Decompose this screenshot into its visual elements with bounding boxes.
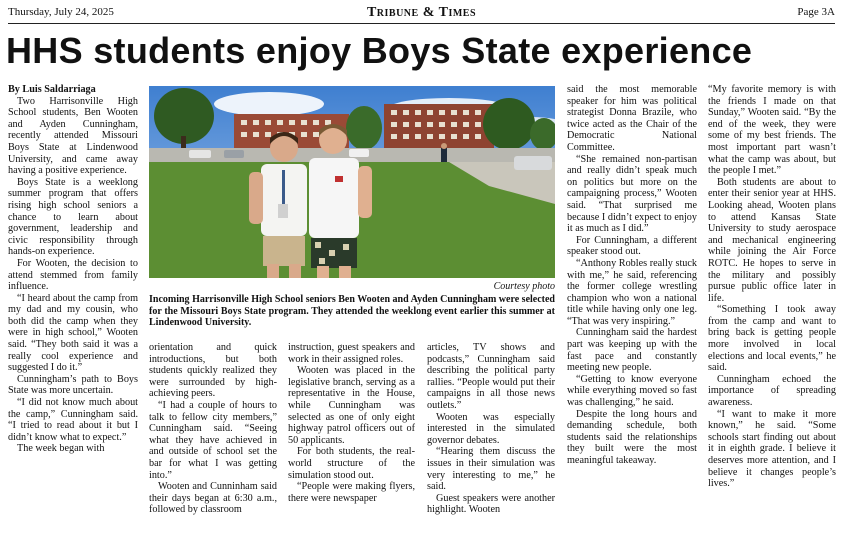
article-paragraph: said the most memorable speaker for him was political strategist Donna Brazile, who twice acted as the Chair of the Democratic National Committee. (567, 84, 697, 153)
article-paragraph: “Hearing them discuss the issues in their simulation was very interesting to me,” he said. (427, 446, 555, 493)
article-paragraph: For Wooten, the decision to attend stemmed from family influence. (8, 257, 138, 293)
article-paragraph: “People were making flyers, there were newspaper (288, 481, 415, 504)
photo-credit: Courtesy photo (493, 281, 555, 292)
column-3 (288, 342, 415, 504)
headline: HHS students enjoy Boys State experience (6, 30, 753, 71)
header-rule (8, 23, 835, 24)
byline: By Luis Saldarriaga (8, 84, 96, 95)
article-paragraph: Cunningham’s path to Boys State was more uncertain. (8, 373, 138, 397)
column-6 (708, 84, 836, 490)
column-5 (567, 84, 697, 467)
article-paragraph: “I did not know much about the camp,” Cunningham said. “I tried to read about it but I didn’t know what to expect.” (8, 397, 138, 443)
article-paragraph: Despite the long hours and demanding schedule, both students said the relationships they built were the most meaningful takeaway. (567, 408, 697, 466)
article-paragraph: Boys State is a weeklong summer program that offers rising high school seniors a chance to learn about government, leadership and civic responsibility through hands-on experience. (8, 176, 138, 258)
article-paragraph: Cunningham echoed the importance of spreading awareness. (708, 373, 836, 409)
masthead: Tribune & Times (366, 5, 477, 20)
photo-image (149, 86, 555, 278)
article-paragraph: For both students, the real-world structure of the simulation stood out. (288, 446, 415, 481)
article-paragraph: “Something I took away from the camp and want to bring back is getting people more involved in local elections and local events,” he said. (708, 304, 836, 374)
article-paragraph: articles, TV shows and podcasts,” Cunningham said describing the political party rallies. “People would put their campaigns in all those news outlets.” (427, 342, 555, 411)
article-paragraph: Guest speakers were another highlight. Wooten (427, 492, 555, 516)
article-paragraph: The week began with (17, 443, 105, 455)
article-paragraph: Both students are about to enter their senior year at HHS. Looking ahead, Wooten plans to attend Kansas State University to study aerospace and mechanical engineering while joining the Air Force ROTC. He hopes to serve in the military and possibly pursue public office later in life. (708, 176, 836, 304)
article-paragraph: “I heard about the camp from my dad and my cousin, who both did the camp when they were in high school,” Wooten said. “They both said it was a really cool experience and suggested I do it.” (8, 292, 138, 374)
article-paragraph: Wooten and Cunninham said their days began at 6:30 a.m., followed by classroom (149, 481, 277, 516)
page-number: Page 3A (797, 6, 835, 18)
article-paragraph: Cunningham said the hardest part was keeping up with the fast pace and constantly meeting new people. (567, 327, 697, 374)
issue-date: Thursday, July 24, 2025 (8, 6, 114, 18)
article-paragraph: Wooten was especially interested in the simulated governor debates. (427, 411, 555, 446)
article-paragraph: For Cunningham, a different speaker stood out. (567, 234, 697, 258)
article-paragraph: Two Harrisonville High School students, Ben Wooten and Ayden Cunningham, recently attended Missouri Boys State at Lindenwood University, and came away having a positive experience. (8, 95, 138, 177)
article-paragraph: orientation and quick introductions, but both students quickly realized they were surrounded by high-achieving peers. (149, 342, 277, 400)
article-paragraph: “My favorite memory is with the friends I made on that Sunday,” Wooten said. “By the end of the week, they were some of my best friends. The most important part wasn’t what the camp was about, but the people I met.” (708, 84, 836, 177)
photo-caption: Incoming Harrisonville High School seniors Ben Wooten and Ayden Cunningham were selected for the Missouri Boys State program. They attended the weeklong event earlier this summer at Lindenwood University. (149, 294, 555, 329)
article-paragraph: “I had a couple of hours to talk to fellow city members,” Cunningham said. “Seeing what they have achieved in and outside of school set the bar for what I was getting into.” (149, 399, 277, 481)
article-paragraph: “Getting to know everyone while everything moved so fast was challenging,” he said. (567, 373, 697, 409)
article-paragraph: instruction, guest speakers and work in their assigned roles. (288, 342, 415, 365)
article-photo (149, 86, 555, 278)
article-paragraph: “Anthony Robles really stuck with me,” he said, referencing the former college wrestling champion who won a national title while having only one leg. “That was very inspiring.” (567, 257, 697, 327)
article-paragraph: Wooten was placed in the legislative branch, serving as a representative in the House, while Cunningham was selected as one of only eight highway patrol officers out of 50 applicants. (288, 365, 415, 446)
column-4 (427, 342, 555, 516)
column-2 (149, 342, 277, 516)
article-paragraph: “I want to make it more known,” he said. “Some schools start finding out about it in eighth grade. I believe it deserves more attention, and I believe it changes people’s lives.” (708, 408, 836, 490)
article-paragraph: “She remained non-partisan and really didn’t speak much on politics but more on the campaigning process,” Wooten said. “That surprised me because I didn’t expect to enjoy it as much as I did.” (567, 153, 697, 235)
column-1-body (8, 96, 138, 455)
column-1 (8, 84, 138, 455)
